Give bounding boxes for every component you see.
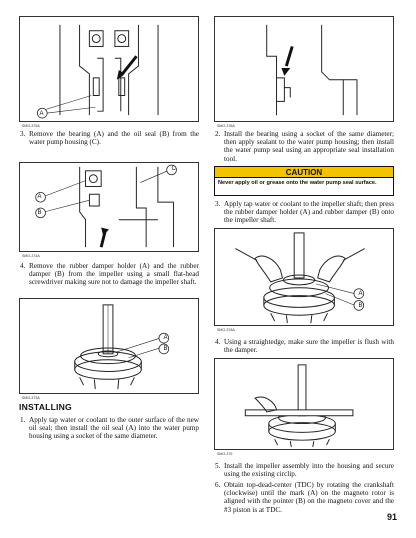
- step-6-obtain-tdc: [215, 481, 394, 514]
- figure-bearing-install: [214, 16, 394, 128]
- figure-straightedge: [214, 358, 394, 456]
- figure-code: SMO-375A: [22, 124, 40, 128]
- step-text: Install the bearing using a socket of the same diameter; then apply sealant to the water pump housing; then install the water pump seal using an appropriate seal installation tool.: [224, 130, 394, 163]
- figure-damper-press: [214, 228, 394, 332]
- figure-impeller-damper: [19, 298, 199, 400]
- figure-housing-parts: [19, 162, 199, 258]
- step-text: Obtain top-dead-center (TDC) by rotating the crankshaft (clockwise) until the mark (A) on the magneto rotor is aligned with the pointer (B) on the magneto cover and the #3 piston is at TDC.: [224, 481, 394, 514]
- caution-title: CAUTION: [215, 167, 393, 178]
- step-number: 4.: [215, 338, 221, 346]
- step-text: Using a straightedge, make sure the impeller is flush with the damper.: [224, 338, 394, 355]
- figure-code: SMO-374A: [22, 254, 40, 258]
- callout-a: A: [37, 193, 42, 200]
- installing-heading: INSTALLING: [19, 402, 72, 412]
- callout-a: A: [163, 334, 168, 341]
- callout-c: C: [171, 165, 176, 172]
- callout-b: B: [358, 302, 363, 309]
- step-number: 3.: [215, 200, 221, 208]
- figure-bearing-removal-drawing: [20, 17, 198, 121]
- step-text: Install the impeller assembly into the housing and secure using the existing circlip.: [224, 462, 394, 479]
- install-step-1-oil-seal: [20, 416, 199, 441]
- step-text: Remove the rubber damper holder (A) and the rubber damper (B) from the impeller using a small flat-head screwdriver making sure not to damage the impeller shaft.: [29, 262, 199, 287]
- caution-text: Never apply oil or grease onto the water pump seal surface.: [218, 180, 377, 186]
- step-text: Apply tap water or coolant to the impeller shaft; then press the rubber damper holder (A) and rubber damper (B) onto the impeller shaft.: [224, 200, 394, 225]
- step-number: 5.: [215, 462, 221, 470]
- figure-bearing-removal: [19, 16, 199, 128]
- figure-code: SMO-378A: [217, 328, 235, 332]
- figure-code: SMO-379: [217, 452, 233, 456]
- figure-code: SMO-373A: [22, 396, 40, 400]
- callout-a: A: [39, 110, 44, 117]
- step-number: 3.: [20, 130, 26, 138]
- callout-a: A: [358, 290, 363, 297]
- callout-b: B: [163, 345, 168, 352]
- step-text: Remove the bearing (A) and the oil seal (B) from the water pump housing (C).: [29, 130, 199, 147]
- figure-code: SMO-376A: [217, 124, 235, 128]
- step-number: 1.: [20, 416, 26, 424]
- step-2-install-bearing: [215, 130, 394, 163]
- figure-housing-parts-drawing: [20, 163, 198, 251]
- step-text: Apply tap water or coolant to the outer surface of the new oil seal; then install the oil seal (A) into the water pump housing using a socket of the same diameter.: [29, 416, 199, 441]
- caution-box: [214, 166, 394, 196]
- step-4-remove-damper: [20, 262, 199, 287]
- figure-damper-press-drawing: [215, 229, 393, 325]
- step-4-straightedge-check: [215, 338, 394, 355]
- step-number: 6.: [215, 481, 221, 489]
- step-5-install-impeller: [215, 462, 394, 479]
- figure-impeller-damper-drawing: [20, 299, 198, 393]
- step-number: 2.: [215, 130, 221, 138]
- step-3-press-damper: [215, 200, 394, 225]
- figure-straightedge-drawing: [215, 359, 393, 449]
- callout-b: B: [37, 209, 42, 216]
- step-number: 4.: [20, 262, 26, 270]
- step-3-remove-bearing: [20, 130, 199, 147]
- figure-bearing-install-drawing: [215, 17, 393, 121]
- page-number: 91: [386, 512, 397, 522]
